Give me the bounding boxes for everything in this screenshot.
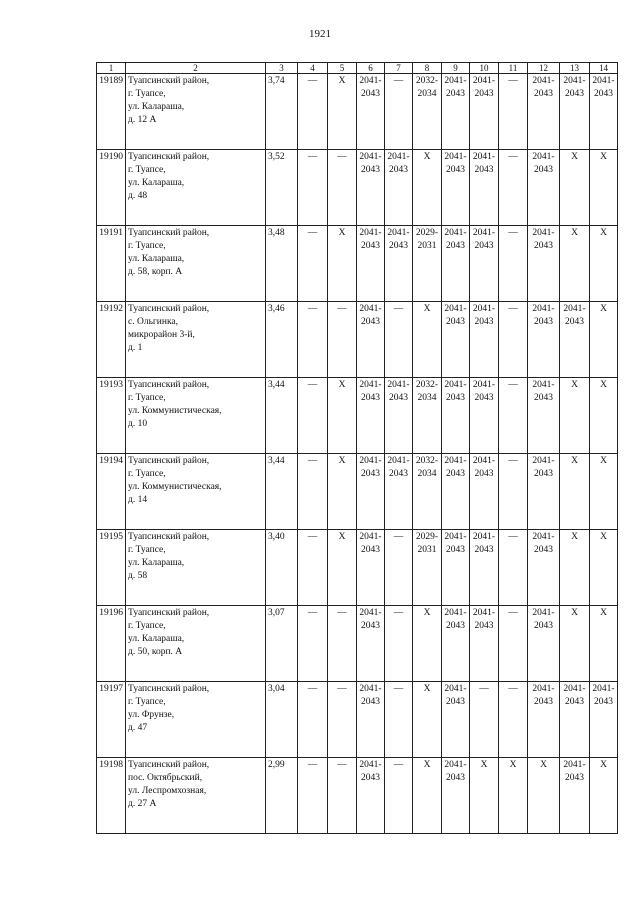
record-id: 19193 <box>97 378 126 454</box>
address-cell: Туапсинский район, г. Туапсе, ул. Калараша, д. 50, корп. А <box>126 606 266 682</box>
value-cell: 3,46 <box>266 302 298 378</box>
period-cell-col-12: 2041- 2043 <box>528 226 560 302</box>
period-cell-col-12: 2041- 2043 <box>528 378 560 454</box>
period-cell-col-7: 2041- 2043 <box>385 150 413 226</box>
period-cell-col-5: — <box>328 606 357 682</box>
period-cell-col-14: Х <box>590 530 618 606</box>
column-header-8: 8 <box>413 63 442 74</box>
period-cell-col-4: — <box>298 302 328 378</box>
record-id: 19190 <box>97 150 126 226</box>
page-number: 1921 <box>309 28 331 40</box>
period-cell-col-10: 2041- 2043 <box>470 74 499 150</box>
period-cell-col-6: 2041- 2043 <box>357 758 385 834</box>
period-cell-col-6: 2041- 2043 <box>357 606 385 682</box>
period-cell-col-5: — <box>328 302 357 378</box>
address-cell: Туапсинский район, г. Туапсе, ул. Коммунистическая, д. 10 <box>126 378 266 454</box>
column-header-7: 7 <box>385 63 413 74</box>
address-cell: Туапсинский район, пос. Октябрьский, ул. Леспромхозная, д. 27 А <box>126 758 266 834</box>
column-header-1: 1 <box>97 63 126 74</box>
period-cell-col-4: — <box>298 378 328 454</box>
period-cell-col-9: 2041- 2043 <box>442 74 470 150</box>
period-cell-col-4: — <box>298 226 328 302</box>
period-cell-col-5: Х <box>328 226 357 302</box>
housing-repair-table <box>96 62 618 834</box>
period-cell-col-4: — <box>298 530 328 606</box>
period-cell-col-11: — <box>499 530 528 606</box>
column-header-10: 10 <box>470 63 499 74</box>
period-cell-col-11: Х <box>499 758 528 834</box>
table-row <box>97 682 618 758</box>
period-cell-col-11: — <box>499 302 528 378</box>
period-cell-col-5: Х <box>328 74 357 150</box>
period-cell-col-4: — <box>298 74 328 150</box>
period-cell-col-9: 2041- 2043 <box>442 530 470 606</box>
period-cell-col-11: — <box>499 682 528 758</box>
address-cell: Туапсинский район, г. Туапсе, ул. Коммунистическая, д. 14 <box>126 454 266 530</box>
address-cell: Туапсинский район, г. Туапсе, ул. Калараша, д. 48 <box>126 150 266 226</box>
period-cell-col-10: 2041- 2043 <box>470 378 499 454</box>
address-cell: Туапсинский район, г. Туапсе, ул. Калараша, д. 12 А <box>126 74 266 150</box>
period-cell-col-5: Х <box>328 454 357 530</box>
period-cell-col-4: — <box>298 758 328 834</box>
period-cell-col-13: Х <box>560 226 590 302</box>
period-cell-col-7: 2041- 2043 <box>385 378 413 454</box>
column-number-row <box>97 63 618 74</box>
table-row <box>97 378 618 454</box>
period-cell-col-14: 2041- 2043 <box>590 74 618 150</box>
period-cell-col-13: Х <box>560 530 590 606</box>
column-header-6: 6 <box>357 63 385 74</box>
period-cell-col-6: 2041- 2043 <box>357 378 385 454</box>
table-row <box>97 74 618 150</box>
period-cell-col-11: — <box>499 150 528 226</box>
value-cell: 3,52 <box>266 150 298 226</box>
period-cell-col-9: 2041- 2043 <box>442 302 470 378</box>
period-cell-col-8: Х <box>413 302 442 378</box>
period-cell-col-12: 2041- 2043 <box>528 150 560 226</box>
period-cell-col-7: — <box>385 682 413 758</box>
period-cell-col-14: Х <box>590 150 618 226</box>
period-cell-col-12: Х <box>528 758 560 834</box>
record-id: 19194 <box>97 454 126 530</box>
column-header-12: 12 <box>528 63 560 74</box>
period-cell-col-9: 2041- 2043 <box>442 150 470 226</box>
period-cell-col-8: 2029- 2031 <box>413 530 442 606</box>
record-id: 19191 <box>97 226 126 302</box>
column-header-13: 13 <box>560 63 590 74</box>
period-cell-col-11: — <box>499 606 528 682</box>
column-header-3: 3 <box>266 63 298 74</box>
value-cell: 2,99 <box>266 758 298 834</box>
period-cell-col-13: Х <box>560 150 590 226</box>
period-cell-col-6: 2041- 2043 <box>357 74 385 150</box>
period-cell-col-9: 2041- 2043 <box>442 606 470 682</box>
period-cell-col-8: 2032- 2034 <box>413 454 442 530</box>
period-cell-col-7: — <box>385 74 413 150</box>
period-cell-col-5: — <box>328 150 357 226</box>
period-cell-col-4: — <box>298 606 328 682</box>
period-cell-col-5: — <box>328 758 357 834</box>
period-cell-col-9: 2041- 2043 <box>442 378 470 454</box>
period-cell-col-6: 2041- 2043 <box>357 302 385 378</box>
record-id: 19192 <box>97 302 126 378</box>
period-cell-col-6: 2041- 2043 <box>357 530 385 606</box>
period-cell-col-7: — <box>385 758 413 834</box>
period-cell-col-7: 2041- 2043 <box>385 454 413 530</box>
period-cell-col-14: Х <box>590 454 618 530</box>
record-id: 19196 <box>97 606 126 682</box>
period-cell-col-14: Х <box>590 758 618 834</box>
period-cell-col-9: 2041- 2043 <box>442 454 470 530</box>
period-cell-col-10: 2041- 2043 <box>470 606 499 682</box>
period-cell-col-5: Х <box>328 378 357 454</box>
period-cell-col-11: — <box>499 378 528 454</box>
record-id: 19197 <box>97 682 126 758</box>
period-cell-col-8: 2029- 2031 <box>413 226 442 302</box>
period-cell-col-4: — <box>298 454 328 530</box>
period-cell-col-13: 2041- 2043 <box>560 758 590 834</box>
address-cell: Туапсинский район, г. Туапсе, ул. Фрунзе, д. 47 <box>126 682 266 758</box>
table-row <box>97 758 618 834</box>
period-cell-col-8: Х <box>413 150 442 226</box>
period-cell-col-10: 2041- 2043 <box>470 454 499 530</box>
column-header-5: 5 <box>328 63 357 74</box>
period-cell-col-6: 2041- 2043 <box>357 226 385 302</box>
period-cell-col-8: 2032- 2034 <box>413 378 442 454</box>
period-cell-col-5: Х <box>328 530 357 606</box>
period-cell-col-8: Х <box>413 758 442 834</box>
period-cell-col-12: 2041- 2043 <box>528 454 560 530</box>
period-cell-col-7: 2041- 2043 <box>385 226 413 302</box>
period-cell-col-13: Х <box>560 606 590 682</box>
table-row <box>97 606 618 682</box>
record-id: 19195 <box>97 530 126 606</box>
period-cell-col-14: Х <box>590 302 618 378</box>
period-cell-col-14: Х <box>590 226 618 302</box>
column-header-4: 4 <box>298 63 328 74</box>
record-id: 19198 <box>97 758 126 834</box>
value-cell: 3,44 <box>266 454 298 530</box>
period-cell-col-8: Х <box>413 606 442 682</box>
period-cell-col-14: Х <box>590 378 618 454</box>
period-cell-col-6: 2041- 2043 <box>357 454 385 530</box>
period-cell-col-9: 2041- 2043 <box>442 758 470 834</box>
period-cell-col-13: Х <box>560 454 590 530</box>
period-cell-col-12: 2041- 2043 <box>528 74 560 150</box>
period-cell-col-11: — <box>499 226 528 302</box>
period-cell-col-10: 2041- 2043 <box>470 226 499 302</box>
period-cell-col-7: — <box>385 530 413 606</box>
period-cell-col-6: 2041- 2043 <box>357 150 385 226</box>
value-cell: 3,74 <box>266 74 298 150</box>
address-cell: Туапсинский район, с. Ольгинка, микрорайон 3-й, д. 1 <box>126 302 266 378</box>
value-cell: 3,44 <box>266 378 298 454</box>
address-cell: Туапсинский район, г. Туапсе, ул. Калараша, д. 58, корп. А <box>126 226 266 302</box>
period-cell-col-14: Х <box>590 606 618 682</box>
table-row <box>97 530 618 606</box>
period-cell-col-9: 2041- 2043 <box>442 682 470 758</box>
period-cell-col-11: — <box>499 454 528 530</box>
table-row <box>97 226 618 302</box>
period-cell-col-13: 2041- 2043 <box>560 74 590 150</box>
period-cell-col-10: 2041- 2043 <box>470 530 499 606</box>
period-cell-col-4: — <box>298 682 328 758</box>
period-cell-col-9: 2041- 2043 <box>442 226 470 302</box>
table-row <box>97 454 618 530</box>
period-cell-col-7: — <box>385 302 413 378</box>
period-cell-col-12: 2041- 2043 <box>528 302 560 378</box>
column-header-11: 11 <box>499 63 528 74</box>
column-header-9: 9 <box>442 63 470 74</box>
period-cell-col-10: 2041- 2043 <box>470 302 499 378</box>
table-row <box>97 150 618 226</box>
period-cell-col-5: — <box>328 682 357 758</box>
period-cell-col-8: 2032- 2034 <box>413 74 442 150</box>
column-header-2: 2 <box>126 63 266 74</box>
period-cell-col-12: 2041- 2043 <box>528 530 560 606</box>
address-cell: Туапсинский район, г. Туапсе, ул. Калараша, д. 58 <box>126 530 266 606</box>
period-cell-col-10: Х <box>470 758 499 834</box>
period-cell-col-13: 2041- 2043 <box>560 302 590 378</box>
period-cell-col-8: Х <box>413 682 442 758</box>
period-cell-col-12: 2041- 2043 <box>528 606 560 682</box>
record-id: 19189 <box>97 74 126 150</box>
period-cell-col-11: — <box>499 74 528 150</box>
period-cell-col-6: 2041- 2043 <box>357 682 385 758</box>
period-cell-col-12: 2041- 2043 <box>528 682 560 758</box>
period-cell-col-13: Х <box>560 378 590 454</box>
period-cell-col-13: 2041- 2043 <box>560 682 590 758</box>
period-cell-col-10: — <box>470 682 499 758</box>
value-cell: 3,48 <box>266 226 298 302</box>
period-cell-col-7: — <box>385 606 413 682</box>
value-cell: 3,07 <box>266 606 298 682</box>
period-cell-col-4: — <box>298 150 328 226</box>
column-header-14: 14 <box>590 63 618 74</box>
table-row <box>97 302 618 378</box>
value-cell: 3,40 <box>266 530 298 606</box>
value-cell: 3,04 <box>266 682 298 758</box>
period-cell-col-10: 2041- 2043 <box>470 150 499 226</box>
period-cell-col-14: 2041- 2043 <box>590 682 618 758</box>
